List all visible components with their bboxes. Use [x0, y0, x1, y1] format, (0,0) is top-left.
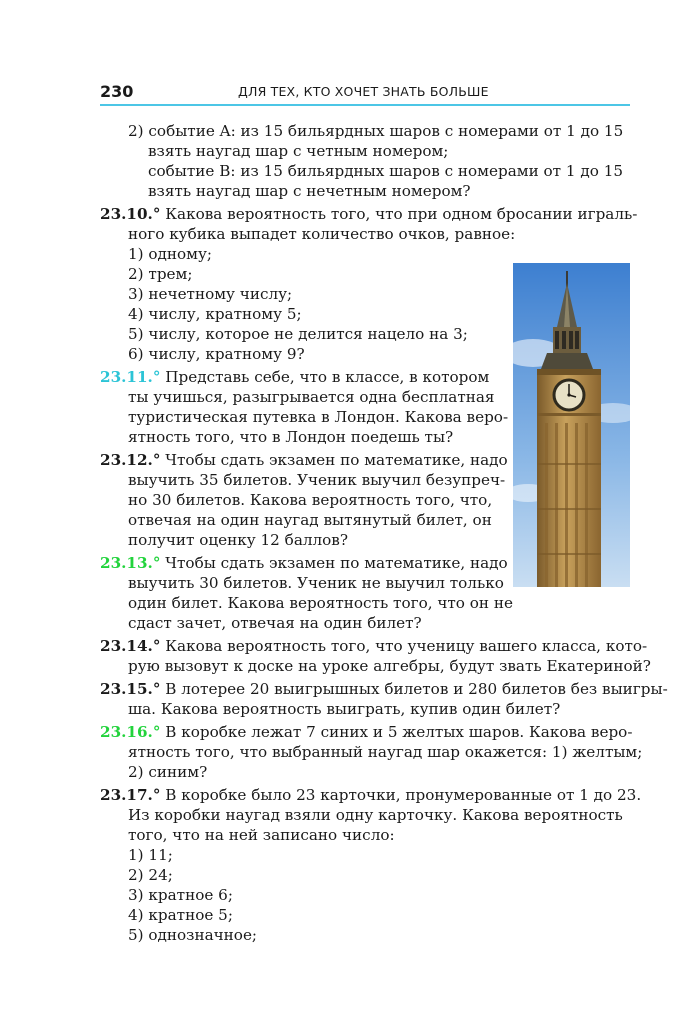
text-line: ного кубика выпадет количество очков, равное: [128, 225, 516, 243]
text-line: 1) 11; [128, 846, 173, 864]
text-line: 2) событие A: из 15 бильярдных шаров с номерами от 1 до 15 [128, 122, 624, 140]
text-line: Какова вероятность того, что ученицу вашего класса, кото- [165, 637, 648, 655]
text-line: В коробке было 23 карточки, пронумерованные от 1 до 23. [165, 786, 642, 804]
problem-23-14 [100, 636, 647, 656]
text-line: но 30 билетов. Какова вероятность того, что, [128, 491, 493, 509]
problem-number: 23.16.° [100, 723, 161, 741]
clock-tower-photo [513, 263, 630, 587]
text-line: 2) синим? [128, 763, 208, 781]
text-line: выучить 30 билетов. Ученик не выучил только [128, 574, 504, 592]
text-line: 2) 24; [128, 866, 173, 884]
problem-23-11 [100, 367, 489, 387]
text-line: Чтобы сдать экзамен по математике, надо [165, 554, 508, 572]
text-line: 4) кратное 5; [128, 906, 233, 924]
problem-number: 23.13.° [100, 554, 161, 572]
problem-number: 23.10.° [100, 205, 161, 223]
text-line: 1) одному; [128, 245, 213, 263]
text-line: Представь себе, что в классе, в котором [165, 368, 490, 386]
text-line: туристическая путевка в Лондон. Какова веро- [128, 408, 509, 426]
text-line: 3) кратное 6; [128, 886, 233, 904]
problem-23-10 [100, 204, 637, 224]
text-line: один билет. Какова вероятность того, что он не [128, 594, 513, 612]
text-line: получит оценку 12 баллов? [128, 531, 349, 549]
text-line: взять наугад шар с четным номером; [148, 142, 449, 160]
text-line: того, что на ней записано число: [128, 826, 395, 844]
problem-23-13 [100, 553, 508, 573]
text-line: отвечая на один наугад вытянутый билет, он [128, 511, 492, 529]
problem-number: 23.15.° [100, 680, 161, 698]
text-line: рую вызовут к доске на уроке алгебры, будут звать Екатериной? [128, 657, 651, 675]
text-line: событие B: из 15 бильярдных шаров с номерами от 1 до 15 [148, 162, 624, 180]
text-line: ятность того, что выбранный наугад шар окажется: 1) желтым; [128, 743, 643, 761]
problem-23-12 [100, 450, 508, 470]
text-line: ша. Какова вероятность выиграть, купив один билет? [128, 700, 561, 718]
text-line: 6) числу, кратному 9? [128, 345, 305, 363]
text-line: В коробке лежат 7 синих и 5 желтых шаров. Какова веро- [165, 723, 633, 741]
problem-number: 23.14.° [100, 637, 161, 655]
text-line: сдаст зачет, отвечая на один билет? [128, 614, 422, 632]
problem-23-17 [100, 785, 641, 805]
problem-23-15 [100, 679, 668, 699]
text-line: 2) трем; [128, 265, 193, 283]
problem-number: 23.17.° [100, 786, 161, 804]
text-line: взять наугад шар с нечетным номером? [148, 182, 471, 200]
problem-number: 23.11.° [100, 368, 161, 386]
text-line: выучить 35 билетов. Ученик выучил безупреч- [128, 471, 506, 489]
text-line: Чтобы сдать экзамен по математике, надо [165, 451, 508, 469]
text-line: В лотерее 20 выигрышных билетов и 280 билетов без выигры- [165, 680, 668, 698]
text-line: 4) числу, кратному 5; [128, 305, 302, 323]
page-number: 230 [100, 82, 134, 101]
text-line: 5) числу, которое не делится нацело на 3; [128, 325, 468, 343]
text-line: ты учишься, разыгрывается одна бесплатная [128, 388, 495, 406]
problem-23-16 [100, 722, 632, 742]
text-line: ятность того, что в Лондон поедешь ты? [128, 428, 454, 446]
running-title: ДЛЯ ТЕХ, КТО ХОЧЕТ ЗНАТЬ БОЛЬШЕ [238, 84, 489, 99]
text-line: Какова вероятность того, что при одном бросании играль- [165, 205, 638, 223]
text-line: Из коробки наугад взяли одну карточку. Какова вероятность [128, 806, 623, 824]
text-line: 3) нечетному числу; [128, 285, 293, 303]
problem-number: 23.12.° [100, 451, 161, 469]
text-line: 5) однозначное; [128, 926, 258, 944]
